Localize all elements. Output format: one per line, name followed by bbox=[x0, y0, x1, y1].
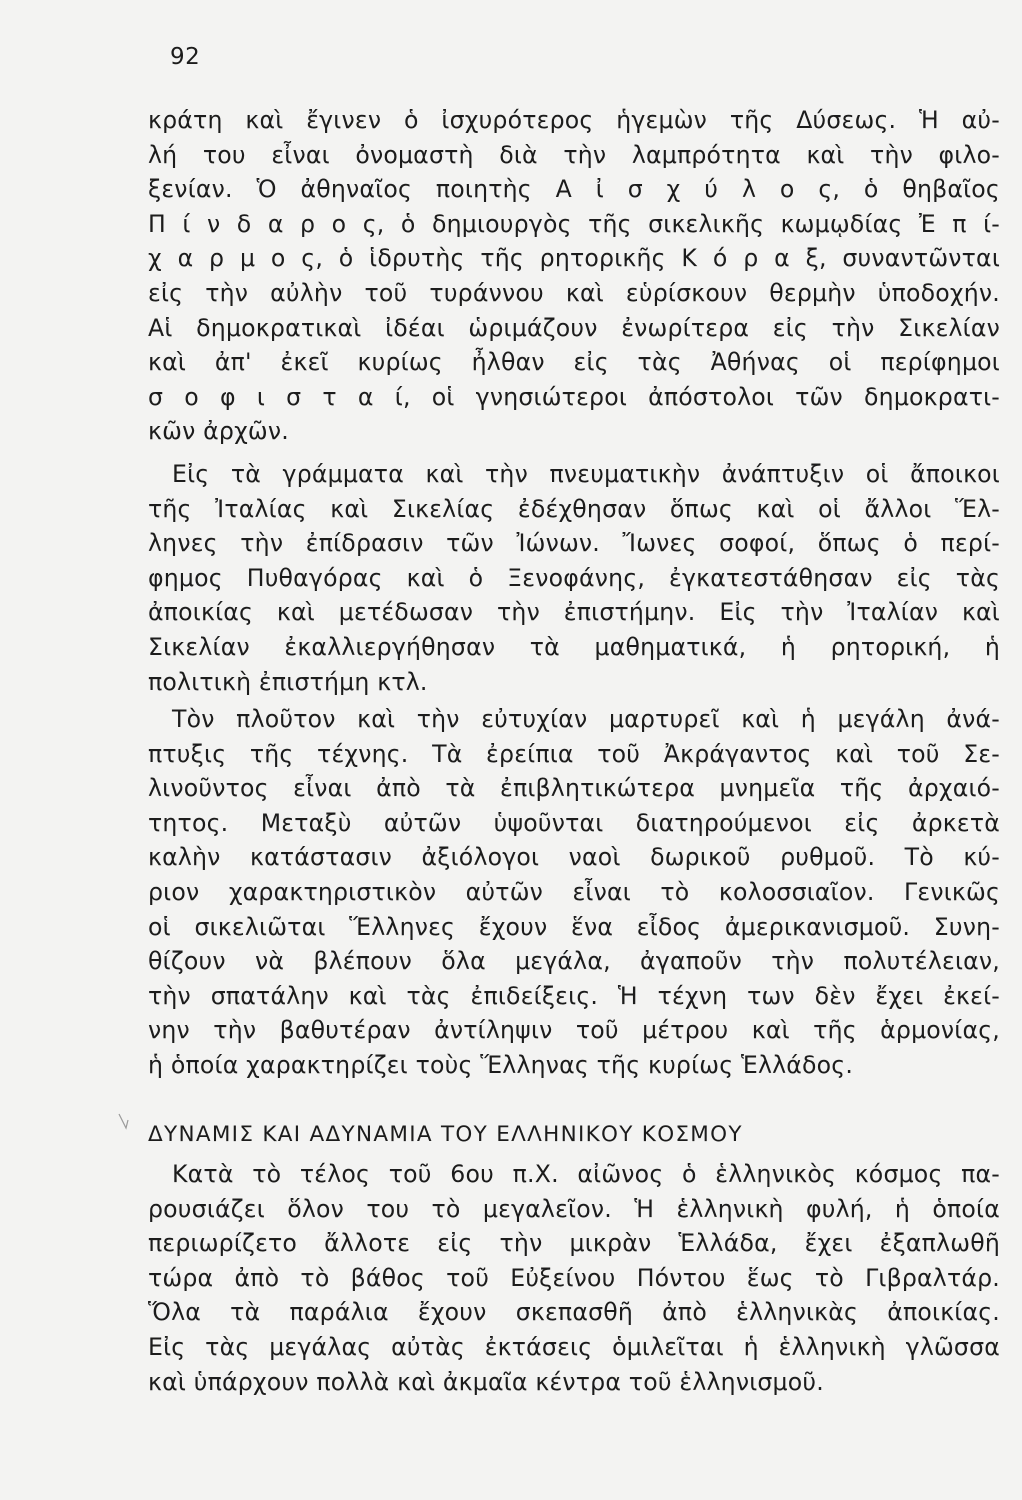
text-line: θίζουν νὰ βλέπουν ὅλα μεγάλα, ἀγαποῦν τὴν πολυτέλειαν, bbox=[148, 947, 1000, 976]
text-line: πολιτικὴ ἐπιστήμη κτλ. bbox=[148, 667, 428, 696]
text-line: Σικελίαν ἐκαλλιεργήθησαν τὰ μαθηματικά, ἡ ρητορική, ἡ bbox=[148, 632, 1000, 661]
text-line: κράτη καὶ ἔγινεν ὁ ἰσχυρότερος ἡγεμὼν τῆς Δύσεως. Ἡ αὐ- bbox=[148, 106, 1000, 134]
text-line: ἀποικίας καὶ μετέδωσαν τὴν ἐπιστήμην. Εἰς τὴν Ἰταλίαν καὶ bbox=[148, 598, 1000, 627]
text-line: τῆς Ἰταλίας καὶ Σικελίας ἐδέχθησαν ὅπως καὶ οἱ ἄλλοι Ἕλ- bbox=[148, 494, 1000, 523]
text-line: κῶν ἀρχῶν. bbox=[148, 417, 289, 446]
paragraph-3 bbox=[148, 702, 1000, 1083]
text-line: πτυξις τῆς τέχνης. Τὰ ἐρείπια τοῦ Ἀκράγαντος καὶ τοῦ Σε- bbox=[148, 739, 1000, 768]
page-number: 92 bbox=[170, 44, 201, 70]
text-line: καὶ ἀπ' ἐκεῖ κυρίως ἦλθαν εἰς τὰς Ἀθήνας οἱ περίφημοι bbox=[148, 348, 1000, 377]
text-line: ξενίαν. Ὁ ἀθηναῖος ποιητὴς Α ἰ σ χ ύ λ ο ς, ὁ θηβαῖος bbox=[148, 175, 1000, 204]
text-line: νην τὴν βαθυτέραν ἀντίληψιν τοῦ μέτρου καὶ τῆς ἁρμονίας, bbox=[148, 1016, 1000, 1045]
text-line: τὴν σπατάλην καὶ τὰς ἐπιδείξεις. Ἡ τέχνη των δὲν ἔχει ἐκεί- bbox=[148, 981, 1000, 1010]
text-line: Εἰς τὰς μεγάλας αὐτὰς ἐκτάσεις ὁμιλεῖται ἡ ἑλληνικὴ γλῶσσα bbox=[148, 1332, 1000, 1361]
paragraph-4 bbox=[148, 1157, 1000, 1399]
text-line: εἰς τὴν αὐλὴν τοῦ τυράννου καὶ εὑρίσκουν θερμὴν ὑποδοχήν. bbox=[148, 278, 1000, 307]
text-line: τητος. Μεταξὺ αὐτῶν ὑψοῦνται διατηρούμενοι εἰς ἀρκετὰ bbox=[148, 808, 1000, 837]
text-line: φημος Πυθαγόρας καὶ ὁ Ξενοφάνης, ἐγκατεστάθησαν εἰς τὰς bbox=[148, 563, 1000, 592]
text-line: ληνες τὴν ἐπίδρασιν τῶν Ἰώνων. Ἴωνες σοφοί, ὅπως ὁ περί- bbox=[148, 529, 1000, 558]
text-line: Αἱ δημοκρατικαὶ ἰδέαι ὡριμάζουν ἐνωρίτερα εἰς τὴν Σικελίαν bbox=[148, 313, 1000, 342]
text-line: περιωρίζετο ἄλλοτε εἰς τὴν μικρὰν Ἑλλάδα, ἔχει ἐξαπλωθῆ bbox=[148, 1229, 1000, 1258]
text-line: ἡ ὁποία χαρακτηρίζει τοὺς Ἕλληνας τῆς κυρίως Ἑλλάδος. bbox=[148, 1050, 854, 1079]
text-line: καὶ ὑπάρχουν πολλὰ καὶ ἀκμαῖα κέντρα τοῦ ἑλληνισμοῦ. bbox=[148, 1367, 824, 1396]
text-line: Π ί ν δ α ρ ο ς, ὁ δημιουργὸς τῆς σικελικῆς κωμῳδίας Ἐ π ί- bbox=[148, 209, 1000, 238]
text-line: Εἰς τὰ γράμματα καὶ τὴν πνευματικὴν ἀνάπτυξιν οἱ ἄποικοι bbox=[172, 460, 1000, 488]
text-line: λή του εἶναι ὀνομαστὴ διὰ τὴν λαμπρότητα καὶ τὴν φιλο- bbox=[148, 140, 1000, 169]
text-line: σ ο φ ι σ τ α ί, οἱ γνησιώτεροι ἀπόστολοι τῶν δημοκρατι- bbox=[148, 382, 1000, 411]
text-line: λινοῦντος εἶναι ἀπὸ τὰ ἐπιβλητικώτερα μνημεῖα τῆς ἀρχαιό- bbox=[148, 774, 1000, 803]
section-heading: ΔΥΝΑΜΙΣ ΚΑΙ ΑΔΥΝΑΜΙΑ ΤΟΥ ΕΛΛΗΝΙΚΟΥ ΚΟΣΜΟΥ bbox=[148, 1122, 743, 1147]
text-line: οἱ σικελιῶται Ἕλληνες ἔχουν ἕνα εἶδος ἀμερικανισμοῦ. Συνη- bbox=[148, 912, 1000, 941]
text-line: ριον χαρακτηριστικὸν αὐτῶν εἶναι τὸ κολοσσιαῖον. Γενικῶς bbox=[148, 877, 1000, 906]
paragraph-2 bbox=[148, 457, 1000, 699]
text-line: χ α ρ μ ο ς, ὁ ἱδρυτὴς τῆς ρητορικῆς Κ ό ρ α ξ, συναντῶνται bbox=[148, 244, 1000, 273]
pencil-check-mark-icon bbox=[118, 1110, 138, 1132]
text-line: Τὸν πλοῦτον καὶ τὴν εὐτυχίαν μαρτυρεῖ καὶ ἡ μεγάλη ἀνά- bbox=[172, 705, 1000, 733]
text-line: Ὅλα τὰ παράλια ἔχουν σκεπασθῆ ἀπὸ ἑλληνικὰς ἀποικίας. bbox=[148, 1298, 1000, 1327]
text-line: ρουσιάζει ὅλον του τὸ μεγαλεῖον. Ἡ ἑλληνικὴ φυλή, ἡ ὁποία bbox=[148, 1194, 1000, 1223]
paragraph-1 bbox=[148, 103, 1000, 449]
text-line: Κατὰ τὸ τέλος τοῦ 6ου π.Χ. αἰῶνος ὁ ἑλληνικὸς κόσμος πα- bbox=[172, 1160, 1000, 1188]
text-line: καλὴν κατάστασιν ἀξιόλογοι ναοὶ δωρικοῦ ρυθμοῦ. Τὸ κύ- bbox=[148, 843, 1000, 872]
text-line: τώρα ἀπὸ τὸ βάθος τοῦ Εὐξείνου Πόντου ἕως τὸ Γιβραλτάρ. bbox=[148, 1263, 1000, 1292]
